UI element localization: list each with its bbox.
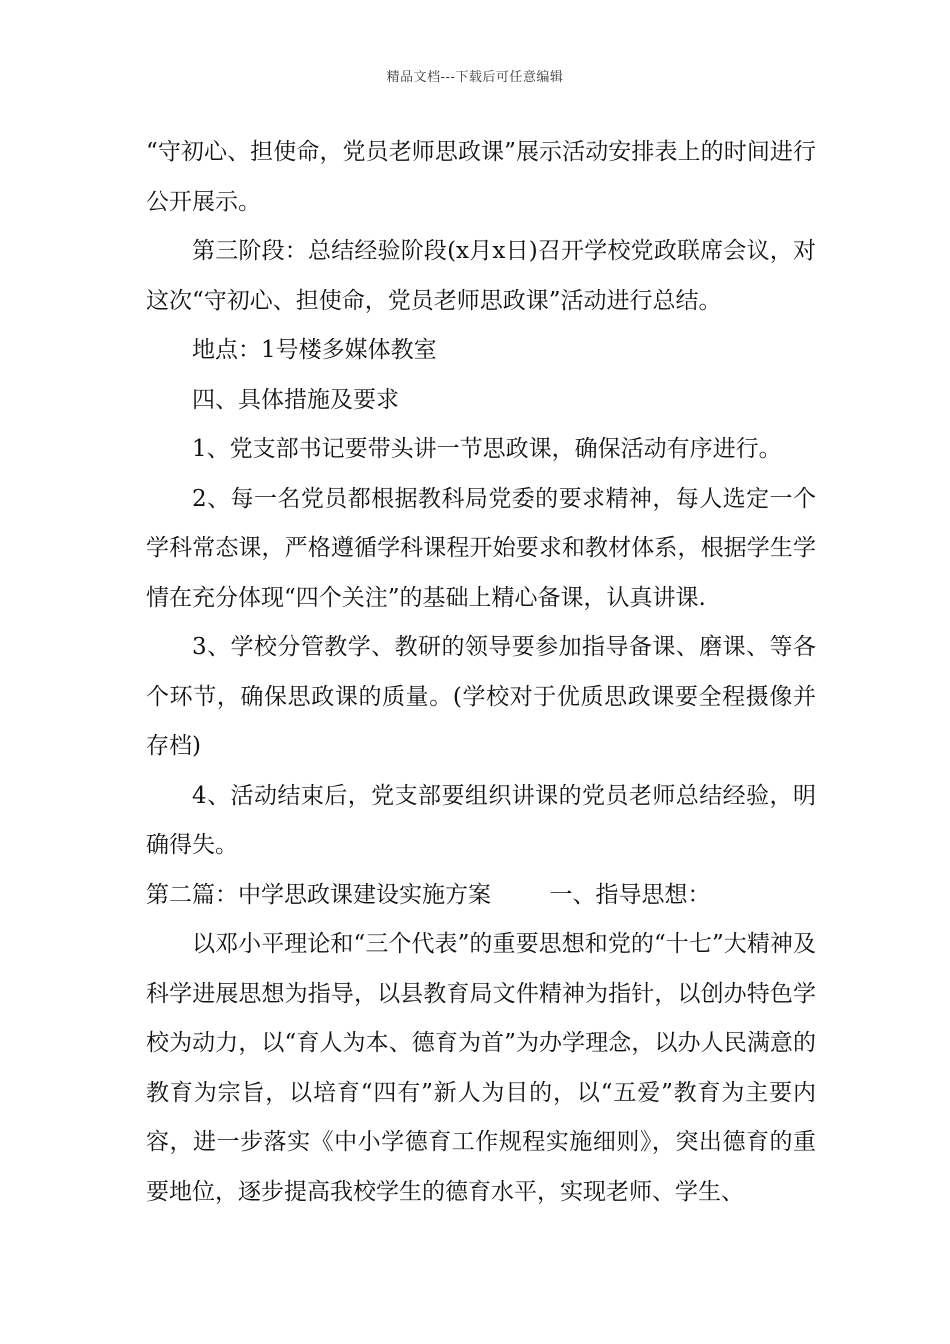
paragraph-2: 第三阶段：总结经验阶段(x月x日)召开学校党政联席会议，对这次“守初心、担使命，党员老师思政课”活动进行总结。 — [146, 238, 816, 314]
paragraph-7: 3、学校分管教学、教研的领导要参加指导备课、磨课、等各个环节，确保思政课的质量。(学校对于优质思政课要全程摄像并存档) — [146, 634, 816, 759]
paragraph-8: 4、活动结束后，党支部要组织讲课的党员老师总结经验，明确得失。 — [146, 782, 816, 858]
page-header: 精品文档---下载后可任意编辑 — [386, 70, 564, 85]
document-body — [146, 128, 816, 1217]
paragraph-6: 2、每一名党员都根据教科局党委的要求精神，每人选定一个学科常态课，严格遵循学科课程开始要求和教材体系，根据学生学情在充分体现“四个关注”的基础上精心备课，认真讲课. — [146, 485, 816, 611]
chapter-heading: 第二篇：中学思政课建设实施方案 一、指导思想： — [146, 881, 711, 908]
paragraph-3: 地点：1号楼多媒体教室 — [192, 337, 437, 363]
paragraph-10: 以邓小平理论和“三个代表”的重要思想和党的“十七”大精神及科学进展思想为指导，以县教育局文件精神为指针，以创办特色学校为动力，以“育人为本、德育为首”为办学理念，以办人民满意的教育为宗旨，以培育“四有”新人为目的，以“五爱”教育为主要内容，进一步落实《中小学德育工作规程实施细则》，突出德育的重要地位，逐步提高我校学生的德育水平，实现老师、学生、 — [146, 931, 816, 1205]
section-heading-4: 四、具体措施及要求 — [192, 386, 399, 413]
paragraph-5: 1、党支部书记要带头讲一节思政课，确保活动有序进行。 — [192, 436, 782, 462]
paragraph-1: “守初心、担使命，党员老师思政课”展示活动安排表上的时间进行公开展示。 — [146, 139, 816, 215]
